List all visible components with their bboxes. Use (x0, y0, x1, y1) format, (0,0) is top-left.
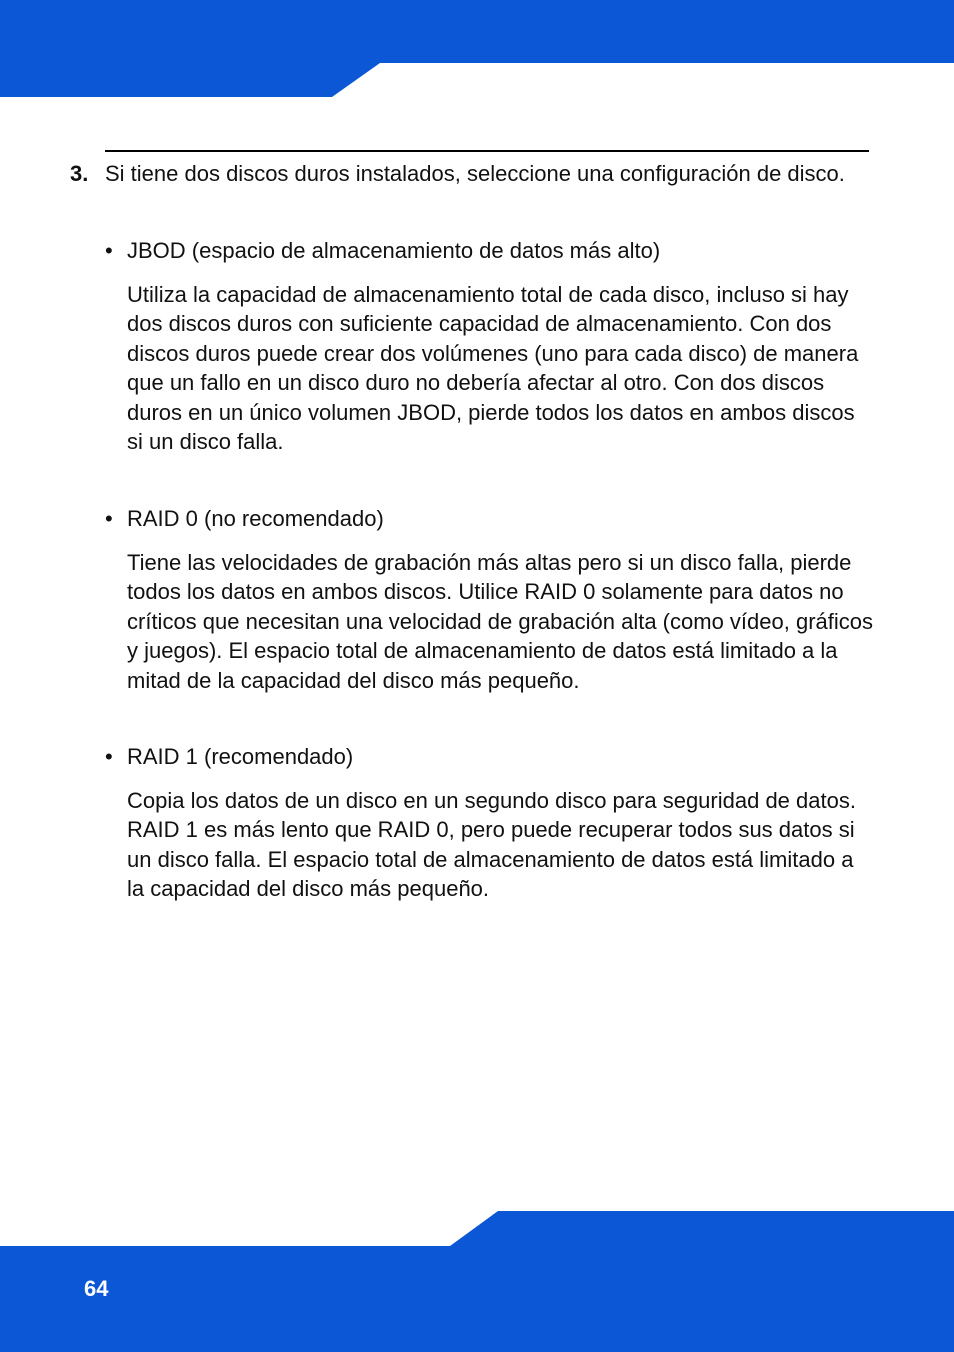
page-number: 64 (84, 1276, 109, 1301)
step-number: 3. (70, 161, 89, 186)
option-title-text: JBOD (espacio de almacenamiento de datos más alto) (127, 238, 661, 263)
option-raid-0 (105, 504, 875, 695)
option-title-text: RAID 1 (recomendado) (127, 744, 354, 769)
option-title (105, 236, 875, 266)
option-description: Tiene las velocidades de grabación más altas pero si un disco falla, pierde todos los datos en ambos discos. Utilice RAID 0 solamente para datos no críticos que necesitan una velocidad de grabación alta (como vídeo, gráficos y juegos). El espacio total de almacenamiento de datos está limitado a la mitad de la capacidad del disco más pequeño. (127, 549, 873, 693)
option-description: Utiliza la capacidad de almacenamiento total de cada disco, incluso si hay dos discos duros con suficiente capacidad de almacenamiento. Con dos discos duros puede crear dos volúmenes (uno para cada disco) de manera que un fallo en un disco duro no debería afectar al otro. Con dos discos duros en un único volumen JBOD, pierde todos los datos en ambos discos si un disco falla. (127, 281, 859, 454)
header-band-shape (0, 0, 954, 97)
step-3 (70, 159, 870, 189)
option-description: Copia los datos de un disco en un segundo disco para seguridad de datos. RAID 1 es más lento que RAID 0, pero puede recuperar todos sus datos si un disco falla. El espacio total de almacenamiento de datos está limitado a la capacidad del disco más pequeño. (127, 787, 856, 901)
option-title (105, 742, 875, 772)
option-title (105, 504, 875, 534)
footer-band (0, 1211, 954, 1352)
footer-band-shape (0, 1211, 954, 1352)
bullet-icon: • (105, 744, 113, 769)
option-title-text: RAID 0 (no recomendado) (127, 506, 384, 531)
section-divider (105, 150, 869, 152)
option-raid-1 (105, 742, 875, 904)
option-jbod (105, 236, 875, 457)
bullet-icon: • (105, 238, 113, 263)
step-text: Si tiene dos discos duros instalados, seleccione una configuración de disco. (105, 161, 845, 186)
header-band (0, 0, 954, 97)
bullet-icon: • (105, 506, 113, 531)
